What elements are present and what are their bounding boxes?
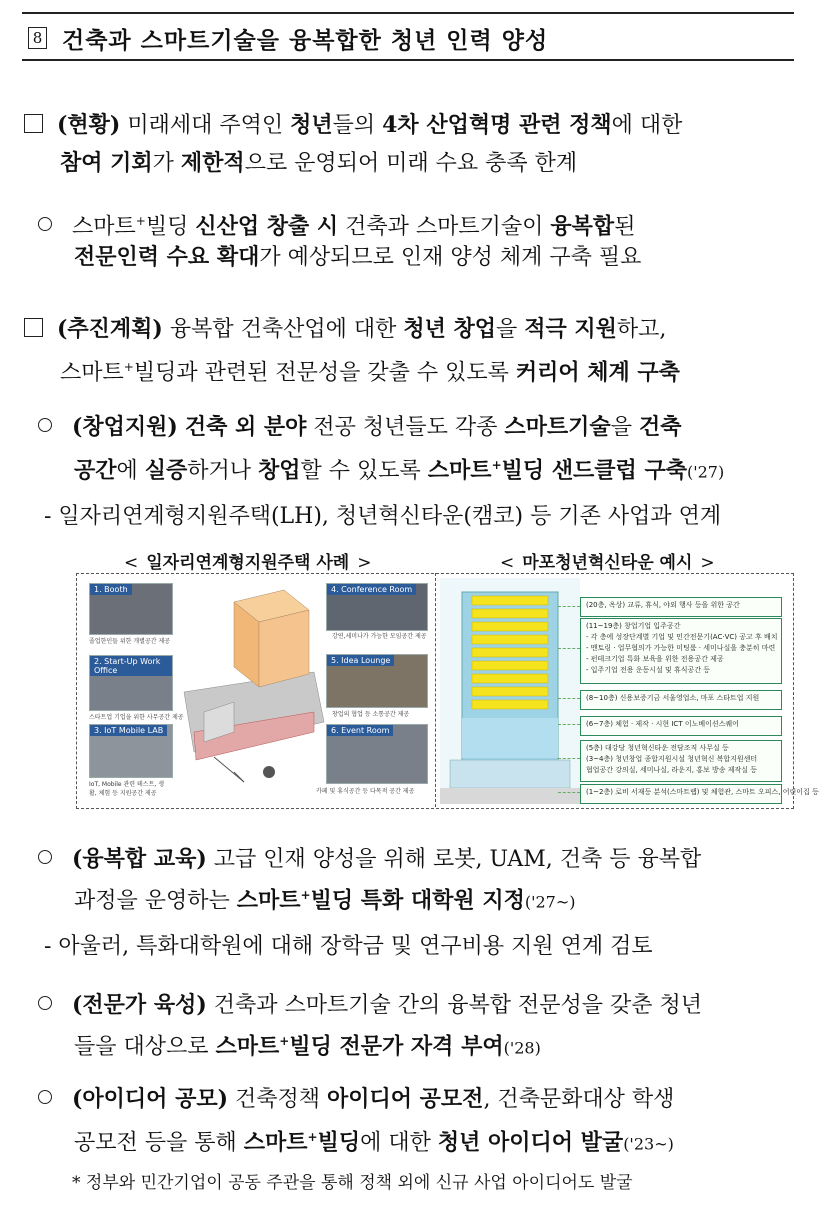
circle-bullet-icon <box>38 850 52 864</box>
sub-bullet-startup-line1: (창업지원) 건축 외 분야 전공 청년들도 각종 스마트기술을 건축 <box>38 408 681 447</box>
photo-event-room: 6. Event Room <box>326 724 428 784</box>
square-bullet-icon <box>24 114 43 133</box>
photo-booth: 1. Booth <box>89 583 173 635</box>
circle-bullet-icon <box>38 418 52 432</box>
photo-iot-lab: 3. IoT Mobile LAB <box>89 724 173 778</box>
bullet-status-line2: 참여 기회가 제한적으로 운영되어 미래 수요 충족 한계 <box>60 150 578 176</box>
photo-idea-lounge: 5. Idea Lounge <box>326 654 428 708</box>
square-bullet-icon <box>24 318 43 337</box>
figure-caption-right: < 마포청년혁신타운 예시 > <box>500 553 715 573</box>
connector-line <box>558 698 580 699</box>
page-title: 건축과 스마트기술을 융복합한 청년 인력 양성 <box>62 28 549 54</box>
figure-caption-left: < 일자리연계형지원주택 사례 > <box>124 553 372 573</box>
footnote: * 정부와 민간기업이 공동 주관을 통해 정책 외에 신규 사업 아이디어도 발굴 <box>72 1173 633 1193</box>
connector-line <box>558 606 580 607</box>
floor-box-support: (5층) 대강당 청년혁신타운 전담조직 사무실 등 (3~4층) 청년창업 종합지원시설 청년혁신 복합지원센터 협업공간 강의실, 세미나실, 라운지, 홍보 방송 제작실 등 <box>580 740 782 782</box>
photo-caption: 창업의 협업 등 소통공간 제공 <box>332 711 410 718</box>
sub-bullet-expert-line2: 들을 대상으로 스마트+빌딩 전문가 자격 부여('28) <box>74 1033 541 1060</box>
photo-startup-office: 2. Start-Up Work Office <box>89 655 173 711</box>
photo-caption: 졸업한인들 위한 개별공간 제공 <box>89 638 171 645</box>
header-top-rule <box>22 12 794 14</box>
photo-conference-room: 4. Conference Room <box>326 583 428 631</box>
header-bottom-rule <box>22 59 794 61</box>
photo-caption: 강연,세미나가 가능한 모임공간 제공 <box>332 633 427 640</box>
photo-caption: 카페 및 휴식공간 등 다목적 공간 제공 <box>316 788 415 795</box>
circle-bullet-icon <box>38 996 52 1010</box>
sub-bullet-idea-line1: (아이디어 공모) 건축정책 아이디어 공모전, 건축문화대상 학생 <box>38 1080 674 1119</box>
figure-divider <box>435 573 436 807</box>
sub-bullet-education-line2: 과정을 운영하는 스마트+빌딩 특화 대학원 지정('27~) <box>74 887 576 914</box>
photo-caption: 스타트업 기업을 위한 사무공간 제공 <box>89 714 184 721</box>
sub-bullet-education-line1: (융복합 교육) 고급 인재 양성을 위해 로봇, UAM, 건축 등 융복합 <box>38 840 701 879</box>
floor-box-startup: (11~19층) 창업기업 입주공간 - 각 층에 성장단계별 기업 및 민간전문기(AC·VC) 공고 후 배치 - 멘토링 · 업무협의가 가능한 미팅룸 · 세미나실을 충분히 마련 - 펀테크기업 특화 보육을 위한 전용공간 제공 - 입주기업 전용 운동시설 및 휴식공간 등 <box>580 618 782 684</box>
sub-bullet-demand-line2: 전문인력 수요 확대가 예상되므로 인재 양성 체계 구축 필요 <box>74 244 642 270</box>
photo-caption: IoT, Mobile 관련 테스트, 생활, 체험 등 지원공간 제공 <box>89 781 165 797</box>
sub-bullet-demand-line1: 스마트+빌딩 신산업 창출 시 건축과 스마트기술이 융복합된 <box>38 202 635 246</box>
floor-box-credit: (8~10층) 신용보증기금 서울영업소, 마포 스타트업 지원 <box>580 690 782 710</box>
sub-bullet-startup-line2: 공간에 실증하거나 창업할 수 있도록 스마트+빌딩 샌드클럽 구축('27) <box>74 457 725 484</box>
bullet-plan-line1: (추진계획) 융복합 건축산업에 대한 청년 창업을 적극 지원하고, <box>24 310 666 349</box>
floor-box-lobby: (1~2층) 로비 서재등 분석(스마트랩) 및 체험관, 스마트 오피스, 어린이집 등 <box>580 784 782 804</box>
connector-line <box>558 758 580 759</box>
section-number-box: 8 <box>28 27 47 49</box>
floor-box-ict: (6~7층) 체험 · 제작 · 시현 ICT 이노베이션스퀘어 <box>580 716 782 736</box>
building-illustration <box>174 582 324 796</box>
floor-box-rooftop: (20층, 옥상) 교류, 휴식, 야외 행사 등을 위한 공간 <box>580 597 782 617</box>
bullet-status-line1: (현황) 미래세대 주역인 청년들의 4차 산업혁명 관련 정책에 대한 <box>24 106 682 145</box>
connector-line <box>558 648 580 649</box>
connector-line <box>558 792 580 793</box>
dash-linkage: - 일자리연계형지원주택(LH), 청년혁신타운(캠코) 등 기존 사업과 연계 <box>44 504 722 529</box>
dash-scholarship: - 아울러, 특화대학원에 대해 장학금 및 연구비용 지원 연계 검토 <box>44 934 653 959</box>
tower-illustration <box>440 578 580 804</box>
connector-line <box>558 724 580 725</box>
sub-bullet-expert-line1: (전문가 육성) 건축과 스마트기술 간의 융복합 전문성을 갖춘 청년 <box>38 986 702 1025</box>
bullet-plan-line2: 스마트+빌딩과 관련된 전문성을 갖출 수 있도록 커리어 체계 구축 <box>60 359 680 386</box>
circle-bullet-icon <box>38 1090 52 1104</box>
sub-bullet-idea-line2: 공모전 등을 통해 스마트+빌딩에 대한 청년 아이디어 발굴('23~) <box>74 1129 674 1156</box>
circle-bullet-icon <box>38 217 52 231</box>
